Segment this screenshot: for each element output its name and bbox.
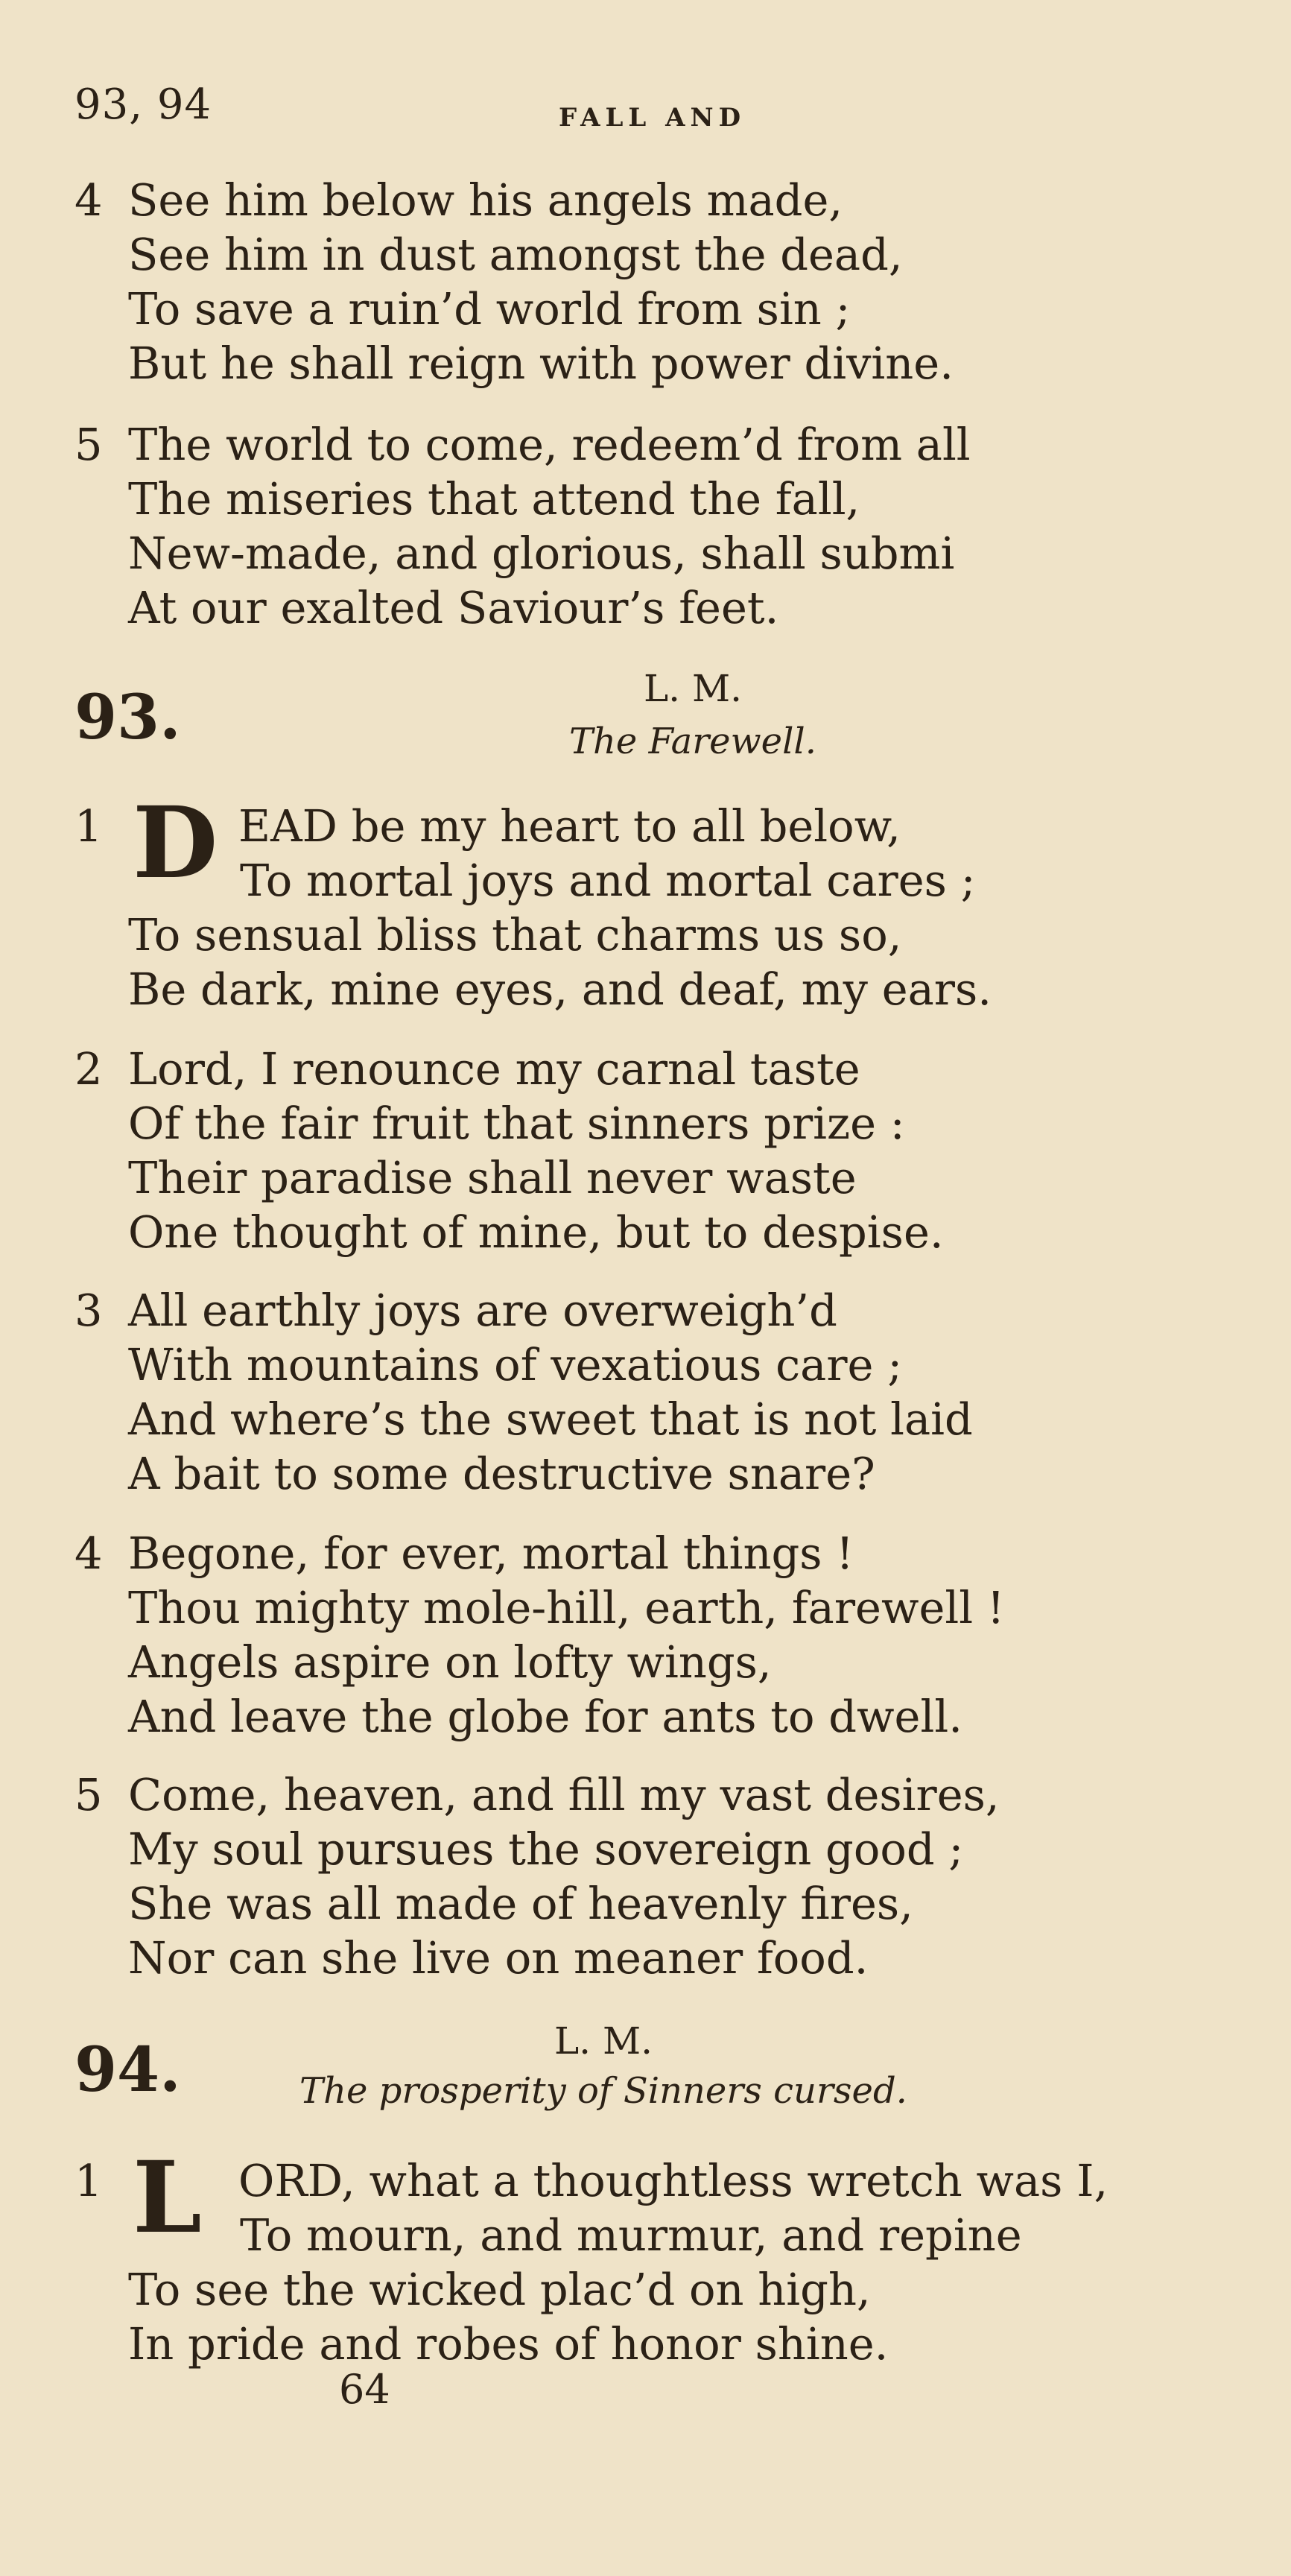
drop-cap: D (133, 785, 218, 901)
hymn-94-stanza-1 (74, 2140, 1177, 2371)
verse-line: ORD, what a thoughtless wretch was I, (238, 2155, 1108, 2206)
hymn-93-heading (74, 667, 1177, 779)
verse-line: The world to come, redeem’d from all (128, 419, 971, 470)
hymn-93-stanza-4 (74, 1526, 1177, 1744)
verse-line: EAD be my heart to all below, (238, 800, 901, 852)
hymn-title: The prosperity of Sinners cursed. (299, 2070, 907, 2112)
verse-line: To save a ruin’d world from sin ; (128, 283, 851, 335)
verse-line: To mortal joys and mortal cares ; (240, 855, 976, 906)
drop-cap: L (133, 2140, 202, 2256)
verse-number: 2 (74, 1043, 103, 1095)
running-title: FALL AND (559, 103, 746, 133)
verse-number: 1 (74, 800, 103, 852)
hymn-93-stanza-3 (74, 1283, 1177, 1501)
hymn-93-stanza-5 (74, 1768, 1177, 1985)
verse-line: To see the wicked plac’d on high, (128, 2264, 871, 2315)
verse-line: Be dark, mine eyes, and deaf, my ears. (128, 963, 992, 1015)
verse-line: And leave the globe for ants to dwell. (128, 1691, 962, 1742)
verse-line: Thou mighty mole-hill, earth, farewell ! (128, 1582, 1005, 1633)
verse-line: My soul pursues the sovereign good ; (128, 1823, 964, 1875)
verse-number: 5 (74, 1769, 103, 1820)
verse-line: Come, heaven, and fill my vast desires, (128, 1769, 1000, 1820)
verse-line: To sensual bliss that charms us so, (128, 909, 902, 961)
verse-line: See him in dust amongst the dead, (128, 229, 903, 280)
page-header (74, 80, 1222, 148)
verse-line: And where’s the sweet that is not laid (128, 1393, 973, 1445)
verse-line: In pride and robes of honor shine. (128, 2318, 889, 2370)
verse-line: Angels aspire on lofty wings, (128, 1636, 772, 1688)
hymn-93-stanza-1 (74, 785, 1177, 1016)
verse-line: With mountains of vexatious care ; (128, 1339, 903, 1390)
hymn-93-stanza-2 (74, 1042, 1177, 1259)
verse-number: 1 (74, 2155, 103, 2206)
stanza-5-previous-hymn (74, 417, 1177, 635)
verse-line: Lord, I renounce my carnal taste (128, 1043, 860, 1095)
verse-number: 3 (74, 1285, 103, 1336)
verse-line: She was all made of heavenly fires, (128, 1878, 913, 1929)
hymn-94-heading (74, 2019, 1177, 2124)
page-numbers: 93, 94 (74, 80, 212, 129)
verse-line: All earthly joys are overweigh’d (128, 1285, 837, 1336)
verse-number: 4 (74, 174, 103, 226)
verse-line: New-made, and glorious, shall submi (128, 528, 955, 579)
hymn-meter: L. M. (553, 2019, 653, 2063)
verse-line: The miseries that attend the fall, (128, 473, 860, 525)
verse-line: Their paradise shall never waste (128, 1152, 857, 1203)
stanza-4-previous-hymn (74, 173, 1177, 390)
verse-number: 5 (74, 419, 103, 470)
verse-line: But he shall reign with power divine. (128, 338, 954, 389)
verse-line: Of the fair fruit that sinners prize : (128, 1098, 905, 1149)
hymn-title: The Farewell. (568, 721, 817, 762)
verse-line: One thought of mine, but to despise. (128, 1206, 944, 1258)
verse-line: Begone, for ever, mortal things ! (128, 1528, 854, 1579)
hymn-number: 94. (74, 2034, 181, 2106)
verse-number: 4 (74, 1528, 103, 1579)
verse-line: At our exalted Saviour’s feet. (128, 582, 779, 633)
verse-line: A bait to some destructive snare? (128, 1448, 875, 1499)
hymn-number: 93. (74, 682, 181, 753)
hymn-meter: L. M. (643, 667, 743, 710)
verse-line: Nor can she live on meaner food. (128, 1932, 869, 1984)
verse-line: To mourn, and murmur, and repine (240, 2209, 1022, 2261)
folio-number: 64 (339, 2366, 390, 2413)
verse-line: See him below his angels made, (128, 174, 843, 226)
